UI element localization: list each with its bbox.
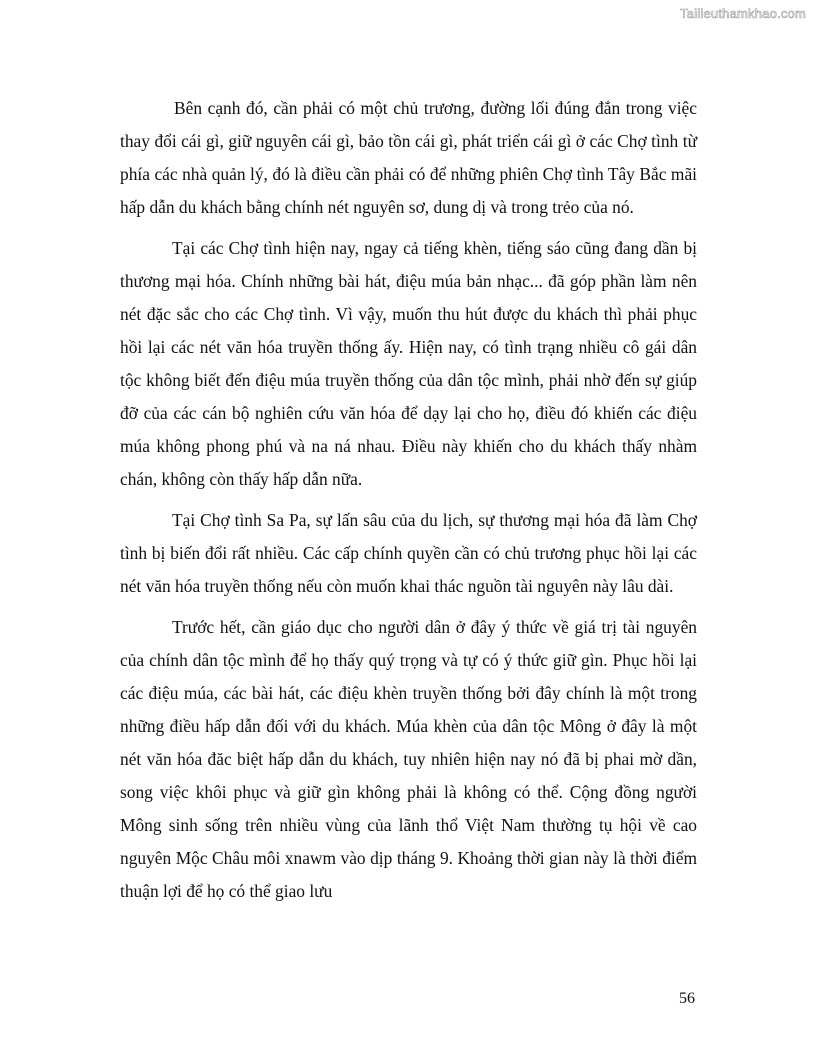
paragraph-3: Tại Chợ tình Sa Pa, sự lấn sâu của du lịch, sự thương mại hóa đã làm Chợ tình bị biến đổi rất nhiều. Các cấp chính quyền cần có chủ trương phục hồi lại các nét văn hóa truyền thống nếu còn muốn khai thác nguồn tài nguyên này lâu dài. <box>120 510 697 596</box>
document-body <box>120 92 697 916</box>
paragraph-1: Bên cạnh đó, cần phải có một chủ trương, đường lối đúng đắn trong việc thay đổi cái gì, giữ nguyên cái gì, bảo tồn cái gì, phát triển cái gì ở các Chợ tình từ phía các nhà quản lý, đó là điều cần phải có để những phiên Chợ tình Tây Bắc mãi hấp dẫn du khách bằng chính nét nguyên sơ, dung dị và trong trẻo của nó. <box>120 98 697 217</box>
paragraph-2: Tại các Chợ tình hiện nay, ngay cả tiếng khèn, tiếng sáo cũng đang dần bị thương mại hóa. Chính những bài hát, điệu múa bản nhạc... đã góp phần làm nên nét đặc sắc cho các Chợ tình. Vì vậy, muốn thu hút được du khách thì phải phục hồi lại các nét văn hóa truyền thống ấy. Hiện nay, có tình trạng nhiều cô gái dân tộc không biết đến điệu múa truyền thống của dân tộc mình, phải nhờ đến sự giúp đỡ của các cán bộ nghiên cứu văn hóa để dạy lại cho họ, điều đó khiến các điệu múa không phong phú và na ná nhau. Điều này khiến cho du khách thấy nhàm chán, không còn thấy hấp dẫn nữa. <box>120 238 697 489</box>
page-number: 56 <box>679 990 695 1007</box>
watermark-text: Tailieuthamkhao.com <box>680 6 806 21</box>
paragraph-4: Trước hết, cần giáo dục cho người dân ở đây ý thức về giá trị tài nguyên của chính dân tộc mình để họ thấy quý trọng và tự có ý thức giữ gìn. Phục hồi lại các điệu múa, các bài hát, các điệu khèn truyền thống bởi đây chính là một trong những điều hấp dẫn đối với du khách. Múa khèn của dân tộc Mông ở đây là một nét văn hóa đăc biệt hấp dẫn du khách, tuy nhiên hiện nay nó đã bị phai mờ dần, song việc khôi phục và giữ gìn không phải là không có thể. Cộng đồng người Mông sinh sống trên nhiều vùng của lãnh thổ Việt Nam thường tụ hội về cao nguyên Mộc Châu môi xnawm vào dịp tháng 9. Khoảng thời gian này là thời điểm thuận lợi để họ có thể giao lưu <box>120 617 697 901</box>
